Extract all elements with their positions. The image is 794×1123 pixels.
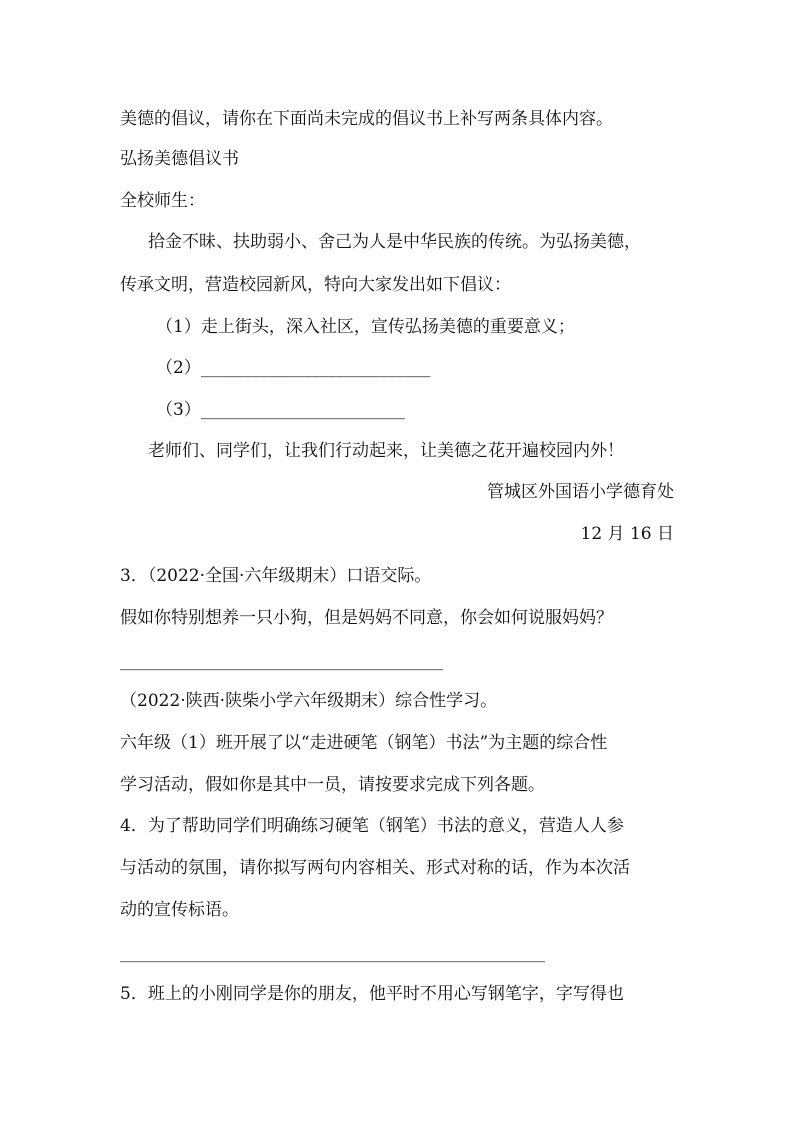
text-line: 传承文明，营造校园新风，特向大家发出如下倡议： xyxy=(120,275,511,295)
text-line: 老师们、同学们，让我们行动起来，让美德之花开遍校园内外！ xyxy=(148,441,624,461)
signature-date: 12 月 16 日 xyxy=(580,524,674,544)
proposal-item-2-blank: （2）___________________________ xyxy=(156,358,431,378)
proposal-item-3-blank: （3）________________________ xyxy=(156,400,405,420)
text-line: 与活动的氛围，请你拟写两句内容相关、形式对称的话，作为本次活 xyxy=(120,858,630,878)
answer-blank: __________________________________________________ xyxy=(120,943,545,963)
signature-organization: 管城区外国语小学德育处 xyxy=(487,482,674,502)
proposal-item-1: （1）走上街头，深入社区，宣传弘扬美德的重要意义； xyxy=(156,317,575,337)
text-line: 拾金不昧、扶助弱小、舍己为人是中华民族的传统。为弘扬美德， xyxy=(148,232,641,252)
answer-blank: ______________________________________ xyxy=(120,651,443,671)
section-heading: （2022·陕西·陕柴小学六年级期末）综合性学习。 xyxy=(120,691,498,711)
proposal-title: 弘扬美德倡议书 xyxy=(120,149,239,169)
salutation: 全校师生： xyxy=(120,191,205,211)
text-line: 六年级（1）班开展了以“走进硬笔（钢笔）书法”为主题的综合性 xyxy=(120,733,608,753)
question-4-text: 4．为了帮助同学们明确练习硬笔（钢笔）书法的意义，营造人人参 xyxy=(120,816,624,836)
text-line: 美德的倡议，请你在下面尚未完成的倡议书上补写两条具体内容。 xyxy=(120,109,613,129)
text-line: 动的宣传标语。 xyxy=(120,900,239,920)
text-line: 学习活动，假如你是其中一员，请按要求完成下列各题。 xyxy=(120,775,545,795)
question-3-heading: 3．（2022·全国·六年级期末）口语交际。 xyxy=(120,566,432,586)
question-5-text: 5．班上的小刚同学是你的朋友，他平时不用心写钢笔字，字写得也 xyxy=(120,984,624,1004)
question-3-text: 假如你特别想养一只小狗，但是妈妈不同意，你会如何说服妈妈？ xyxy=(120,608,613,628)
